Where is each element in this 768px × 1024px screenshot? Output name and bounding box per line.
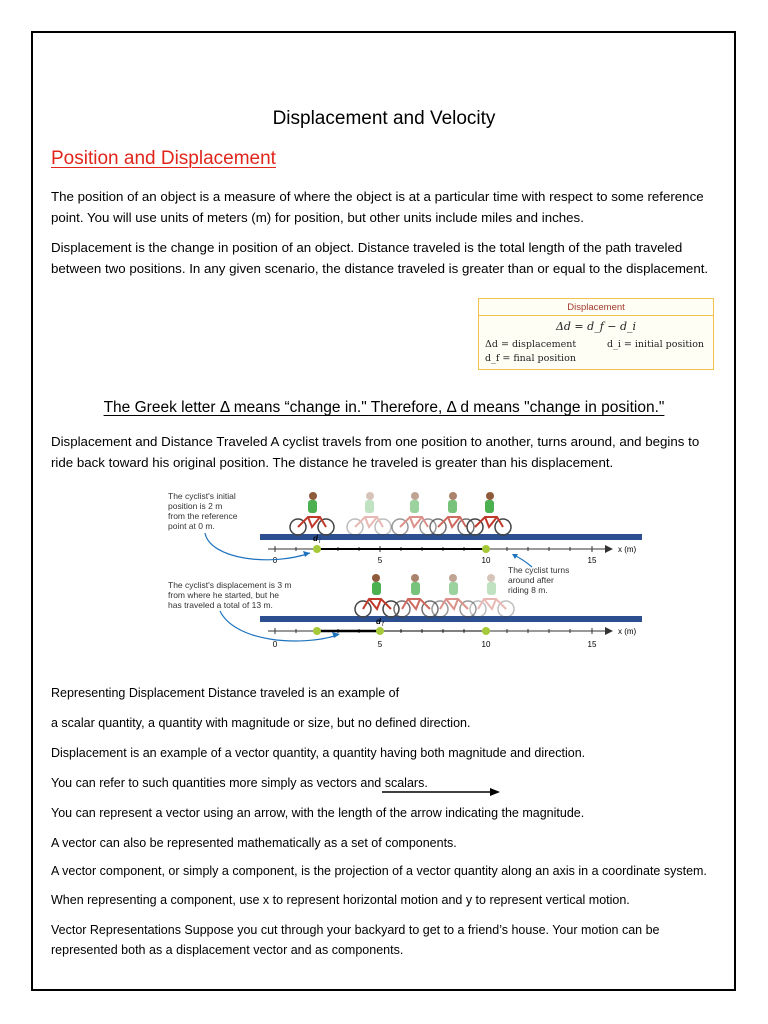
line-6: A vector can also be represented mathematically as a set of components. — [51, 836, 457, 850]
paragraph-displacement: Displacement is the change in position of an object. Distance traveled is the total length of the path traveled between two positions. In any given scenario, the distance traveled is greater than or equal to the displacement. — [51, 240, 709, 276]
callout-right: The cyclist turns around after riding 8 m. — [508, 565, 570, 595]
bottom-start-dot — [313, 627, 321, 635]
callout-bottom-left: The cyclist's displacement is 3 m from where he started, but he has traveled a total of 13 m. — [168, 580, 292, 610]
displacement-formula-box — [478, 298, 714, 370]
formula-def-displacement: Δd = displacement — [485, 339, 577, 350]
bottom-end-dot — [376, 627, 384, 635]
paragraph-position: The position of an object is a measure of where the object is at a particular time with respect to some reference point. You will use units of meters (m) for position, but other units include miles and inches. — [51, 189, 704, 225]
bottom-track — [260, 616, 642, 622]
section-heading: Position and Displacement — [51, 148, 276, 169]
top-start-dot — [313, 545, 321, 553]
bottom-axis-label: x (m) — [618, 627, 637, 636]
line-8: When representing a component, use x to represent horizontal motion and y to represent vertical motion. — [51, 893, 630, 907]
top-tick-0: 0 — [272, 556, 278, 565]
top-tick-15: 15 — [587, 556, 597, 565]
bottom-tick-5: 5 — [377, 640, 383, 649]
top-cyclists — [290, 492, 511, 535]
line-1: Representing Displacement Distance traveled is an example of — [51, 686, 400, 700]
bottom-turn-dot — [482, 627, 490, 635]
callout-top-left: The cyclist's initial position is 2 m from the reference point at 0 m. — [168, 491, 238, 531]
formula-header: Displacement — [479, 299, 713, 316]
greek-letter-note: The Greek letter Δ means “change in." Therefore, Δ d means "change in position." — [103, 399, 665, 416]
cyclist-diagram — [160, 487, 650, 655]
top-axis-label: x (m) — [618, 545, 637, 554]
bottom-axis-arrow — [605, 627, 613, 635]
line-2: a scalar quantity, a quantity with magnitude or size, but no defined direction. — [51, 716, 471, 730]
page-title: Displacement and Velocity — [272, 108, 496, 129]
formula-def-final: d_f = final position — [485, 353, 576, 364]
line-4: You can refer to such quantities more simply as vectors and scalars. — [51, 776, 428, 790]
label-di-sub: i — [319, 539, 321, 545]
bottom-tick-15: 15 — [587, 640, 597, 649]
bottom-cyclists — [355, 574, 514, 617]
top-tick-10: 10 — [481, 556, 491, 565]
top-tick-5: 5 — [377, 556, 383, 565]
label-df: d — [376, 617, 381, 626]
line-9: Vector Representations Suppose you cut through your backyard to get to a friend’s house. Your motion can be represented both as a displacement vector and as components. — [51, 923, 660, 957]
label-df-sub: f — [382, 622, 384, 628]
formula-equation: Δd = d_f − d_i — [555, 320, 637, 333]
label-di: d — [313, 534, 318, 543]
bottom-tick-10: 10 — [481, 640, 491, 649]
line-5: You can represent a vector using an arrow, with the length of the arrow indicating the magnitude. — [51, 806, 585, 820]
line-3: Displacement is an example of a vector quantity, a quantity having both magnitude and direction. — [51, 746, 586, 760]
vector-arrow-icon — [380, 786, 502, 798]
line-7: A vector component, or simply a component, is the projection of a vector quantity along an axis in a coordinate system. — [51, 864, 707, 878]
top-turn-dot — [482, 545, 490, 553]
top-axis-arrow — [605, 545, 613, 553]
formula-def-initial: d_i = initial position — [607, 339, 705, 350]
callout-bottom-left-arrow — [220, 611, 338, 641]
bottom-tick-0: 0 — [272, 640, 278, 649]
paragraph-cyclist: Displacement and Distance Traveled A cyclist travels from one position to another, turns around, and begins to ride back toward his original position. The distance he traveled is greater than his displacement. — [51, 434, 700, 470]
